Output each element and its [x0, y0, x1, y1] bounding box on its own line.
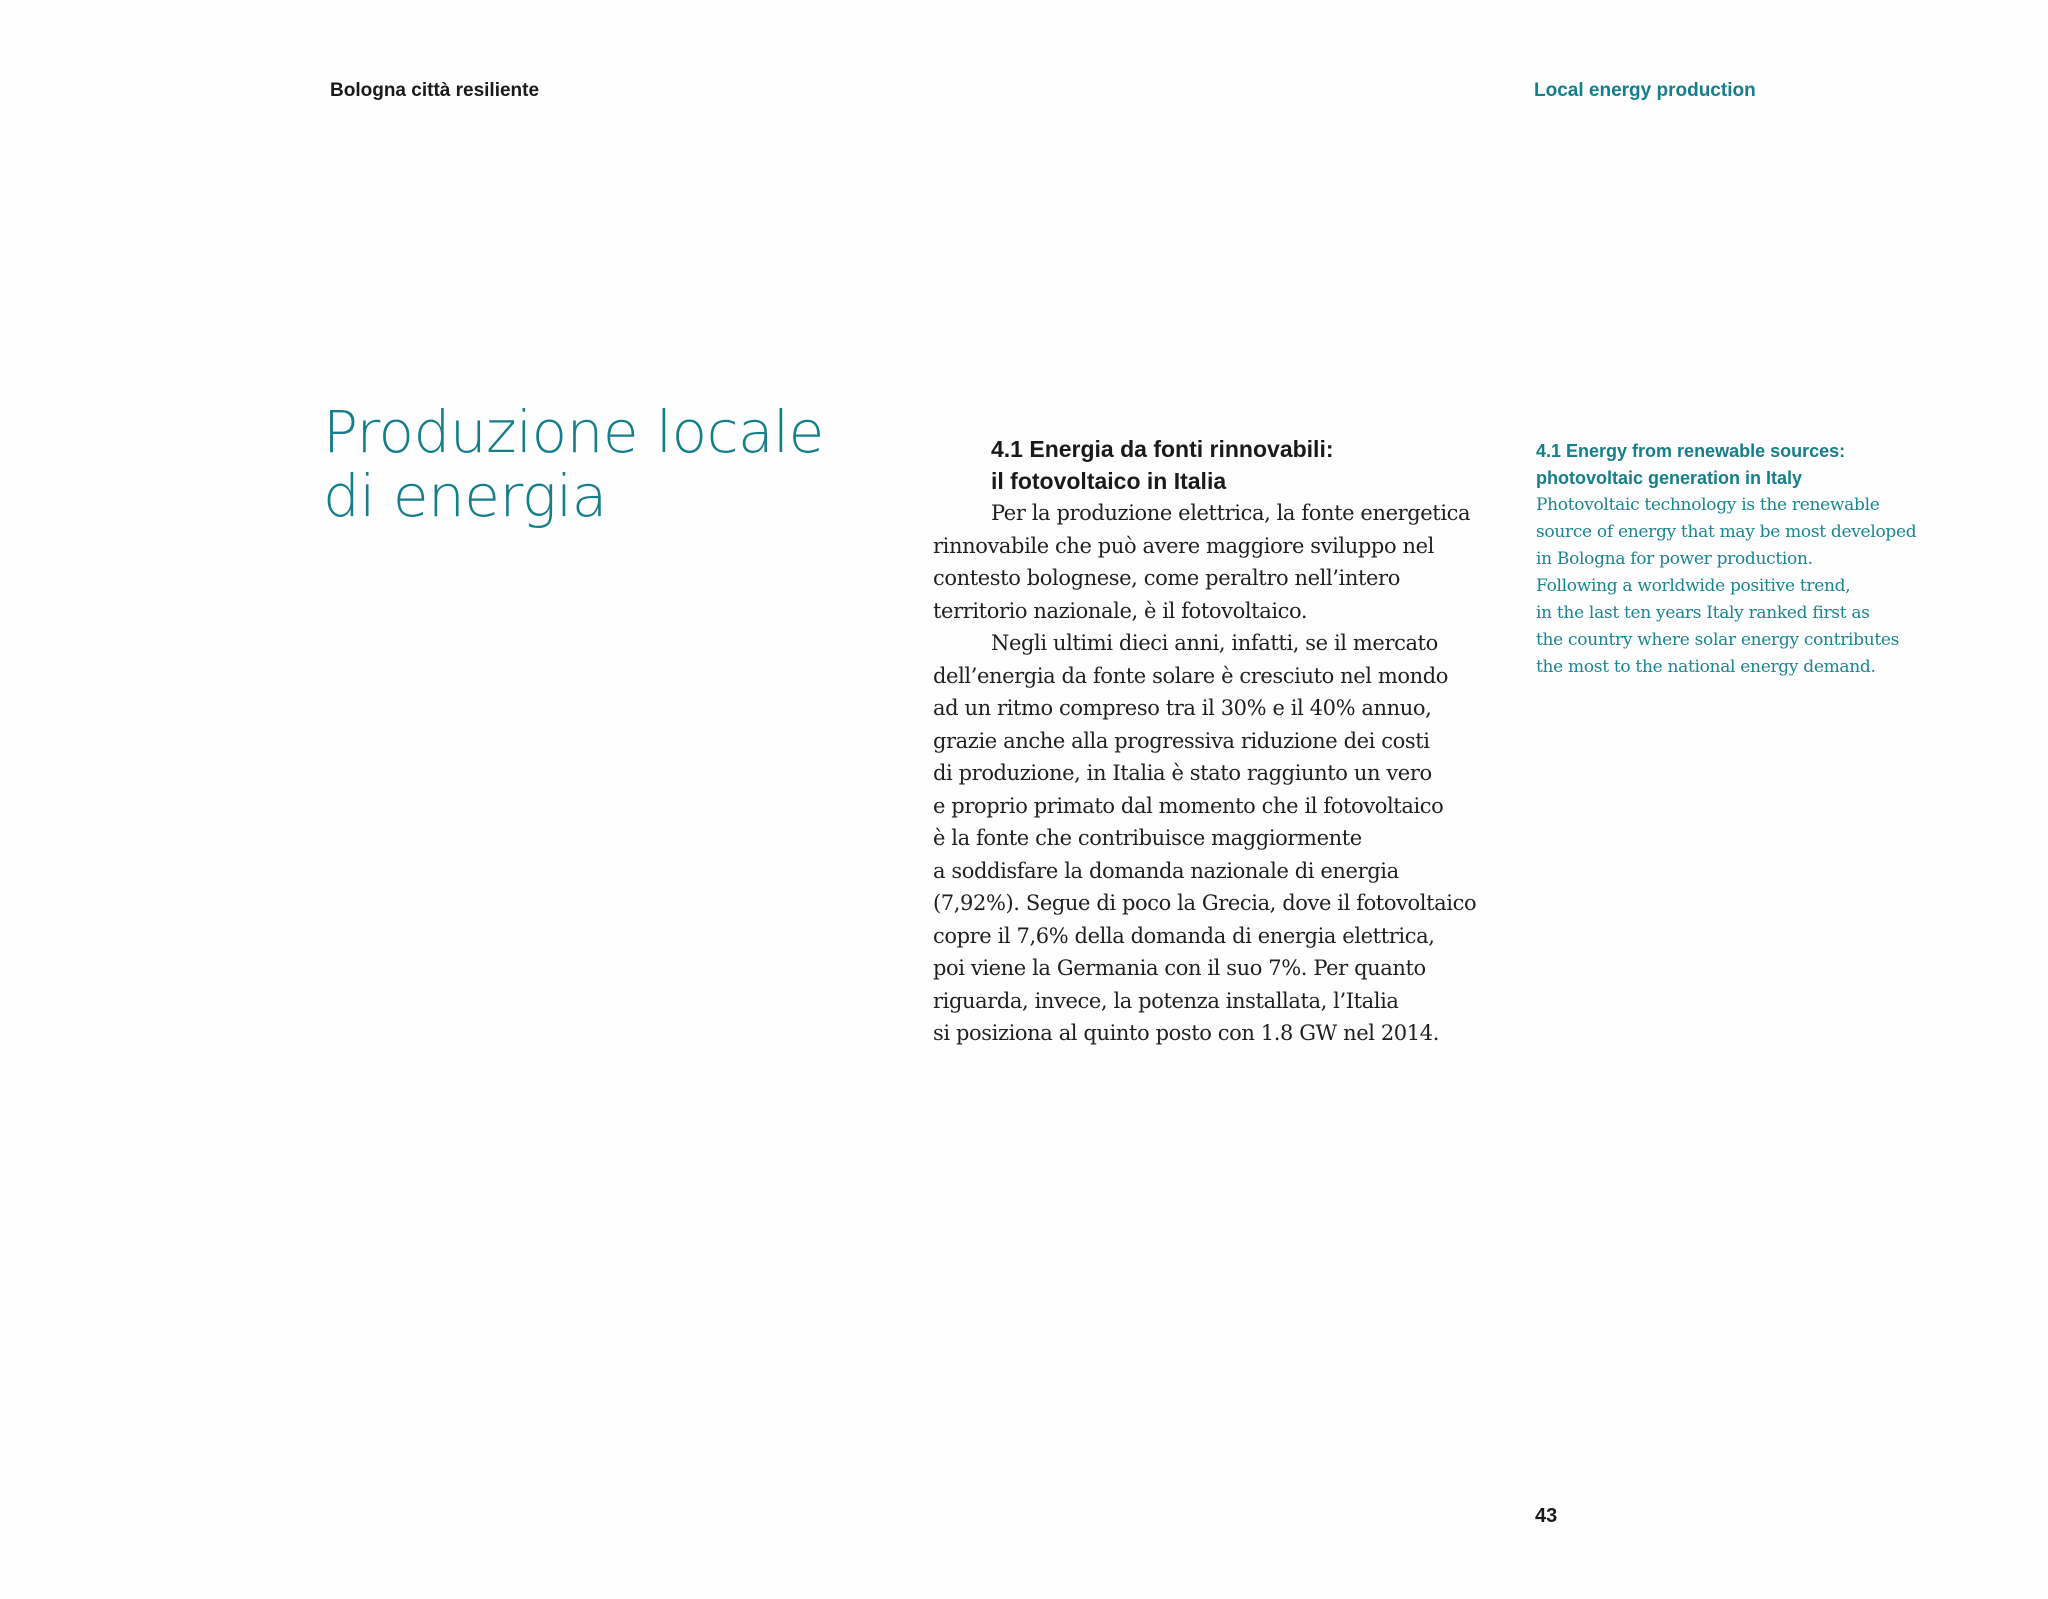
body-line: contesto bolognese, come peraltro nell’intero [933, 566, 1400, 590]
sidebar-line: Following a worldwide positive trend, [1536, 576, 1851, 596]
body-line: ad un ritmo compreso tra il 30% e il 40% annuo, [933, 696, 1432, 720]
body-line: rinnovabile che può avere maggiore sviluppo nel [933, 533, 1434, 558]
section-heading-line: il fotovoltaico in Italia [991, 468, 1227, 494]
main-column [933, 433, 1513, 1050]
chapter-title-line: Produzione locale [323, 398, 824, 466]
running-header-left: Bologna città resiliente [330, 80, 540, 101]
body-line: e proprio primato dal momento che il fotovoltaico [933, 793, 1444, 818]
body-line: a soddisfare la domanda nazionale di energia [933, 858, 1399, 883]
sidebar-paragraph [1536, 492, 1966, 681]
sidebar-column [1536, 438, 1966, 681]
section-heading [933, 433, 1513, 497]
sidebar-line: in Bologna for power production. [1536, 549, 1813, 569]
sidebar-line: Photovoltaic technology is the renewable [1536, 495, 1880, 515]
sidebar-heading [1536, 438, 1966, 492]
chapter-title-line: di energia [323, 462, 607, 530]
body-paragraph [933, 497, 1513, 1050]
page-number: 43 [1535, 1505, 1558, 1527]
sidebar-line: in the last ten years Italy ranked first as [1536, 603, 1870, 623]
body-line: riguarda, invece, la potenza installata, l’Italia [933, 988, 1399, 1013]
body-line: è la fonte che contribuisce maggiormente [933, 826, 1362, 850]
sidebar-line: source of energy that may be most developed [1536, 522, 1917, 542]
body-line: di produzione, in Italia è stato raggiunto un vero [933, 761, 1432, 785]
section-heading-line: 4.1 Energia da fonti rinnovabili: [991, 436, 1334, 462]
body-line: grazie anche alla progressiva riduzione dei costi [933, 728, 1430, 753]
running-header-right: Local energy production [1534, 80, 1756, 101]
body-line: copre il 7,6% della domanda di energia elettrica, [933, 923, 1435, 948]
body-line: (7,92%). Segue di poco la Grecia, dove il fotovoltaico [933, 891, 1477, 915]
sidebar-line: the most to the national energy demand. [1536, 657, 1876, 677]
sidebar-heading-line: 4.1 Energy from renewable sources: [1536, 441, 1846, 461]
body-line: territorio nazionale, è il fotovoltaico. [933, 598, 1308, 623]
sidebar-heading-line: photovoltaic generation in Italy [1536, 468, 1803, 488]
body-line: Negli ultimi dieci anni, infatti, se il mercato [991, 631, 1438, 655]
body-line: dell’energia da fonte solare è cresciuto nel mondo [933, 663, 1449, 688]
body-line: si posiziona al quinto posto con 1.8 GW nel 2014. [933, 1021, 1439, 1045]
sidebar-line: the country where solar energy contributes [1536, 630, 1900, 650]
body-line: poi viene la Germania con il suo 7%. Per quanto [933, 956, 1426, 980]
body-line: Per la produzione elettrica, la fonte energetica [991, 501, 1471, 525]
chapter-title [323, 400, 824, 528]
